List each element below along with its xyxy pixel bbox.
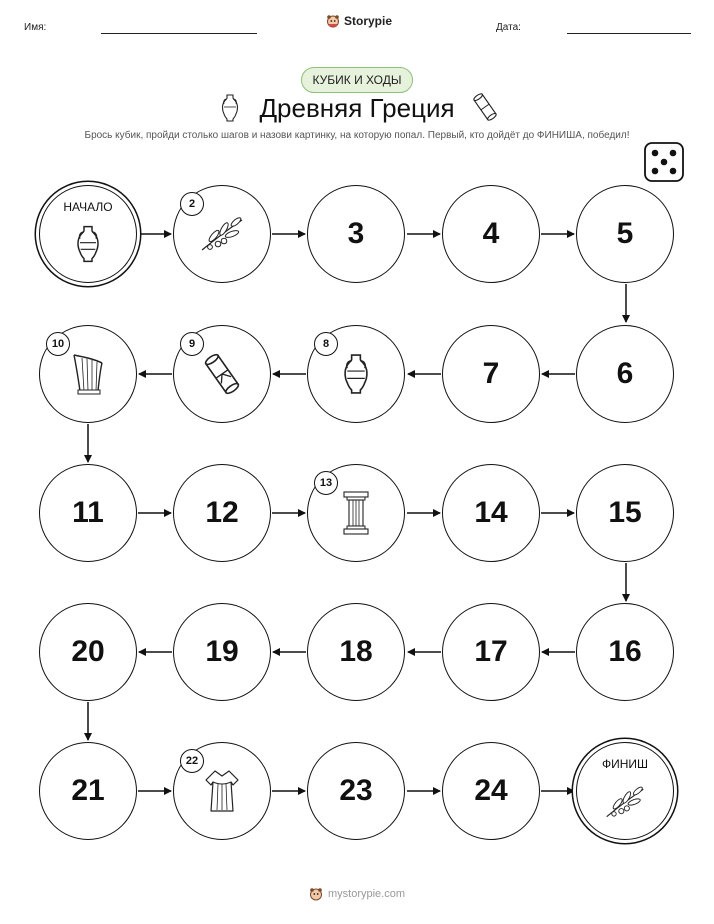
chiton-icon [202,768,242,814]
name-line[interactable] [101,33,257,34]
olive-branch-icon [198,214,246,254]
board-cell-24[interactable] [442,742,540,840]
cell-number: 21 [71,774,105,807]
board-cell-5[interactable] [576,185,674,283]
game-type-tag: КУБИК И ХОДЫ [301,67,413,93]
board-cell-22[interactable] [173,742,271,840]
scroll-icon [200,349,244,399]
cell-number: 19 [205,635,239,668]
finish-label: ФИНИШ [601,757,649,771]
board-cell-19[interactable] [173,603,271,701]
cell-number-badge: 22 [180,749,204,773]
board-cell-4[interactable] [442,185,540,283]
cell-number: 14 [474,496,508,529]
cell-number: 16 [608,635,642,668]
finish-cell[interactable] [576,742,674,840]
board-cell-21[interactable] [39,742,137,840]
date-line[interactable] [567,33,691,34]
cell-number-badge: 8 [314,332,338,356]
cell-number: 6 [616,357,634,390]
start-cell[interactable] [39,185,137,283]
name-label: Имя: [24,22,47,33]
amphora-icon [73,224,103,264]
date-label: Дата: [496,22,521,33]
board-cell-7[interactable] [442,325,540,423]
cell-number: 18 [339,635,373,668]
board-cell-8[interactable] [307,325,405,423]
board-cell-20[interactable] [39,603,137,701]
board-cell-3[interactable] [307,185,405,283]
olive-branch-icon [603,783,647,821]
board-cell-9[interactable] [173,325,271,423]
board-cell-11[interactable] [39,464,137,562]
instructions: Брось кубик, пройди столько шагов и назови картинку, на которую попал. Первый, кто дойдёт до ФИНИША, победил! [84,130,630,141]
cell-number-badge: 2 [180,192,204,216]
scroll-icon [471,90,499,124]
board-cell-12[interactable] [173,464,271,562]
footer-site: mystorypie.com [327,888,406,900]
board-cell-6[interactable] [576,325,674,423]
cell-number: 11 [72,496,104,529]
storypie-mascot-icon [326,14,340,28]
storypie-mascot-icon [309,887,323,901]
footer [0,887,714,901]
cell-number-badge: 13 [314,471,338,495]
brand-logo [326,14,392,28]
board-cell-18[interactable] [307,603,405,701]
board-cell-15[interactable] [576,464,674,562]
cell-number-badge: 10 [46,332,70,356]
cell-number: 7 [482,357,500,390]
board-cell-2[interactable] [173,185,271,283]
board-cell-23[interactable] [307,742,405,840]
board-cell-13[interactable] [307,464,405,562]
cell-number-badge: 9 [180,332,204,356]
cell-number: 3 [347,217,365,250]
brand-name: Storypie [344,14,393,28]
cell-number: 5 [616,217,634,250]
lyre-icon [68,351,108,397]
start-label: НАЧАЛО [63,200,113,214]
board-cell-17[interactable] [442,603,540,701]
board-cell-14[interactable] [442,464,540,562]
dice-icon [644,142,684,182]
cell-number: 24 [474,774,508,807]
column-icon [341,490,371,536]
board-cell-16[interactable] [576,603,674,701]
cell-number: 4 [482,217,500,250]
cell-number: 23 [339,774,373,807]
cell-number: 17 [474,635,508,668]
amphora-icon [340,352,372,396]
cell-number: 15 [608,496,642,529]
cell-number: 12 [205,496,239,529]
board-cell-10[interactable] [39,325,137,423]
page-title: Древняя Греция [259,93,455,123]
cell-number: 20 [71,635,105,668]
